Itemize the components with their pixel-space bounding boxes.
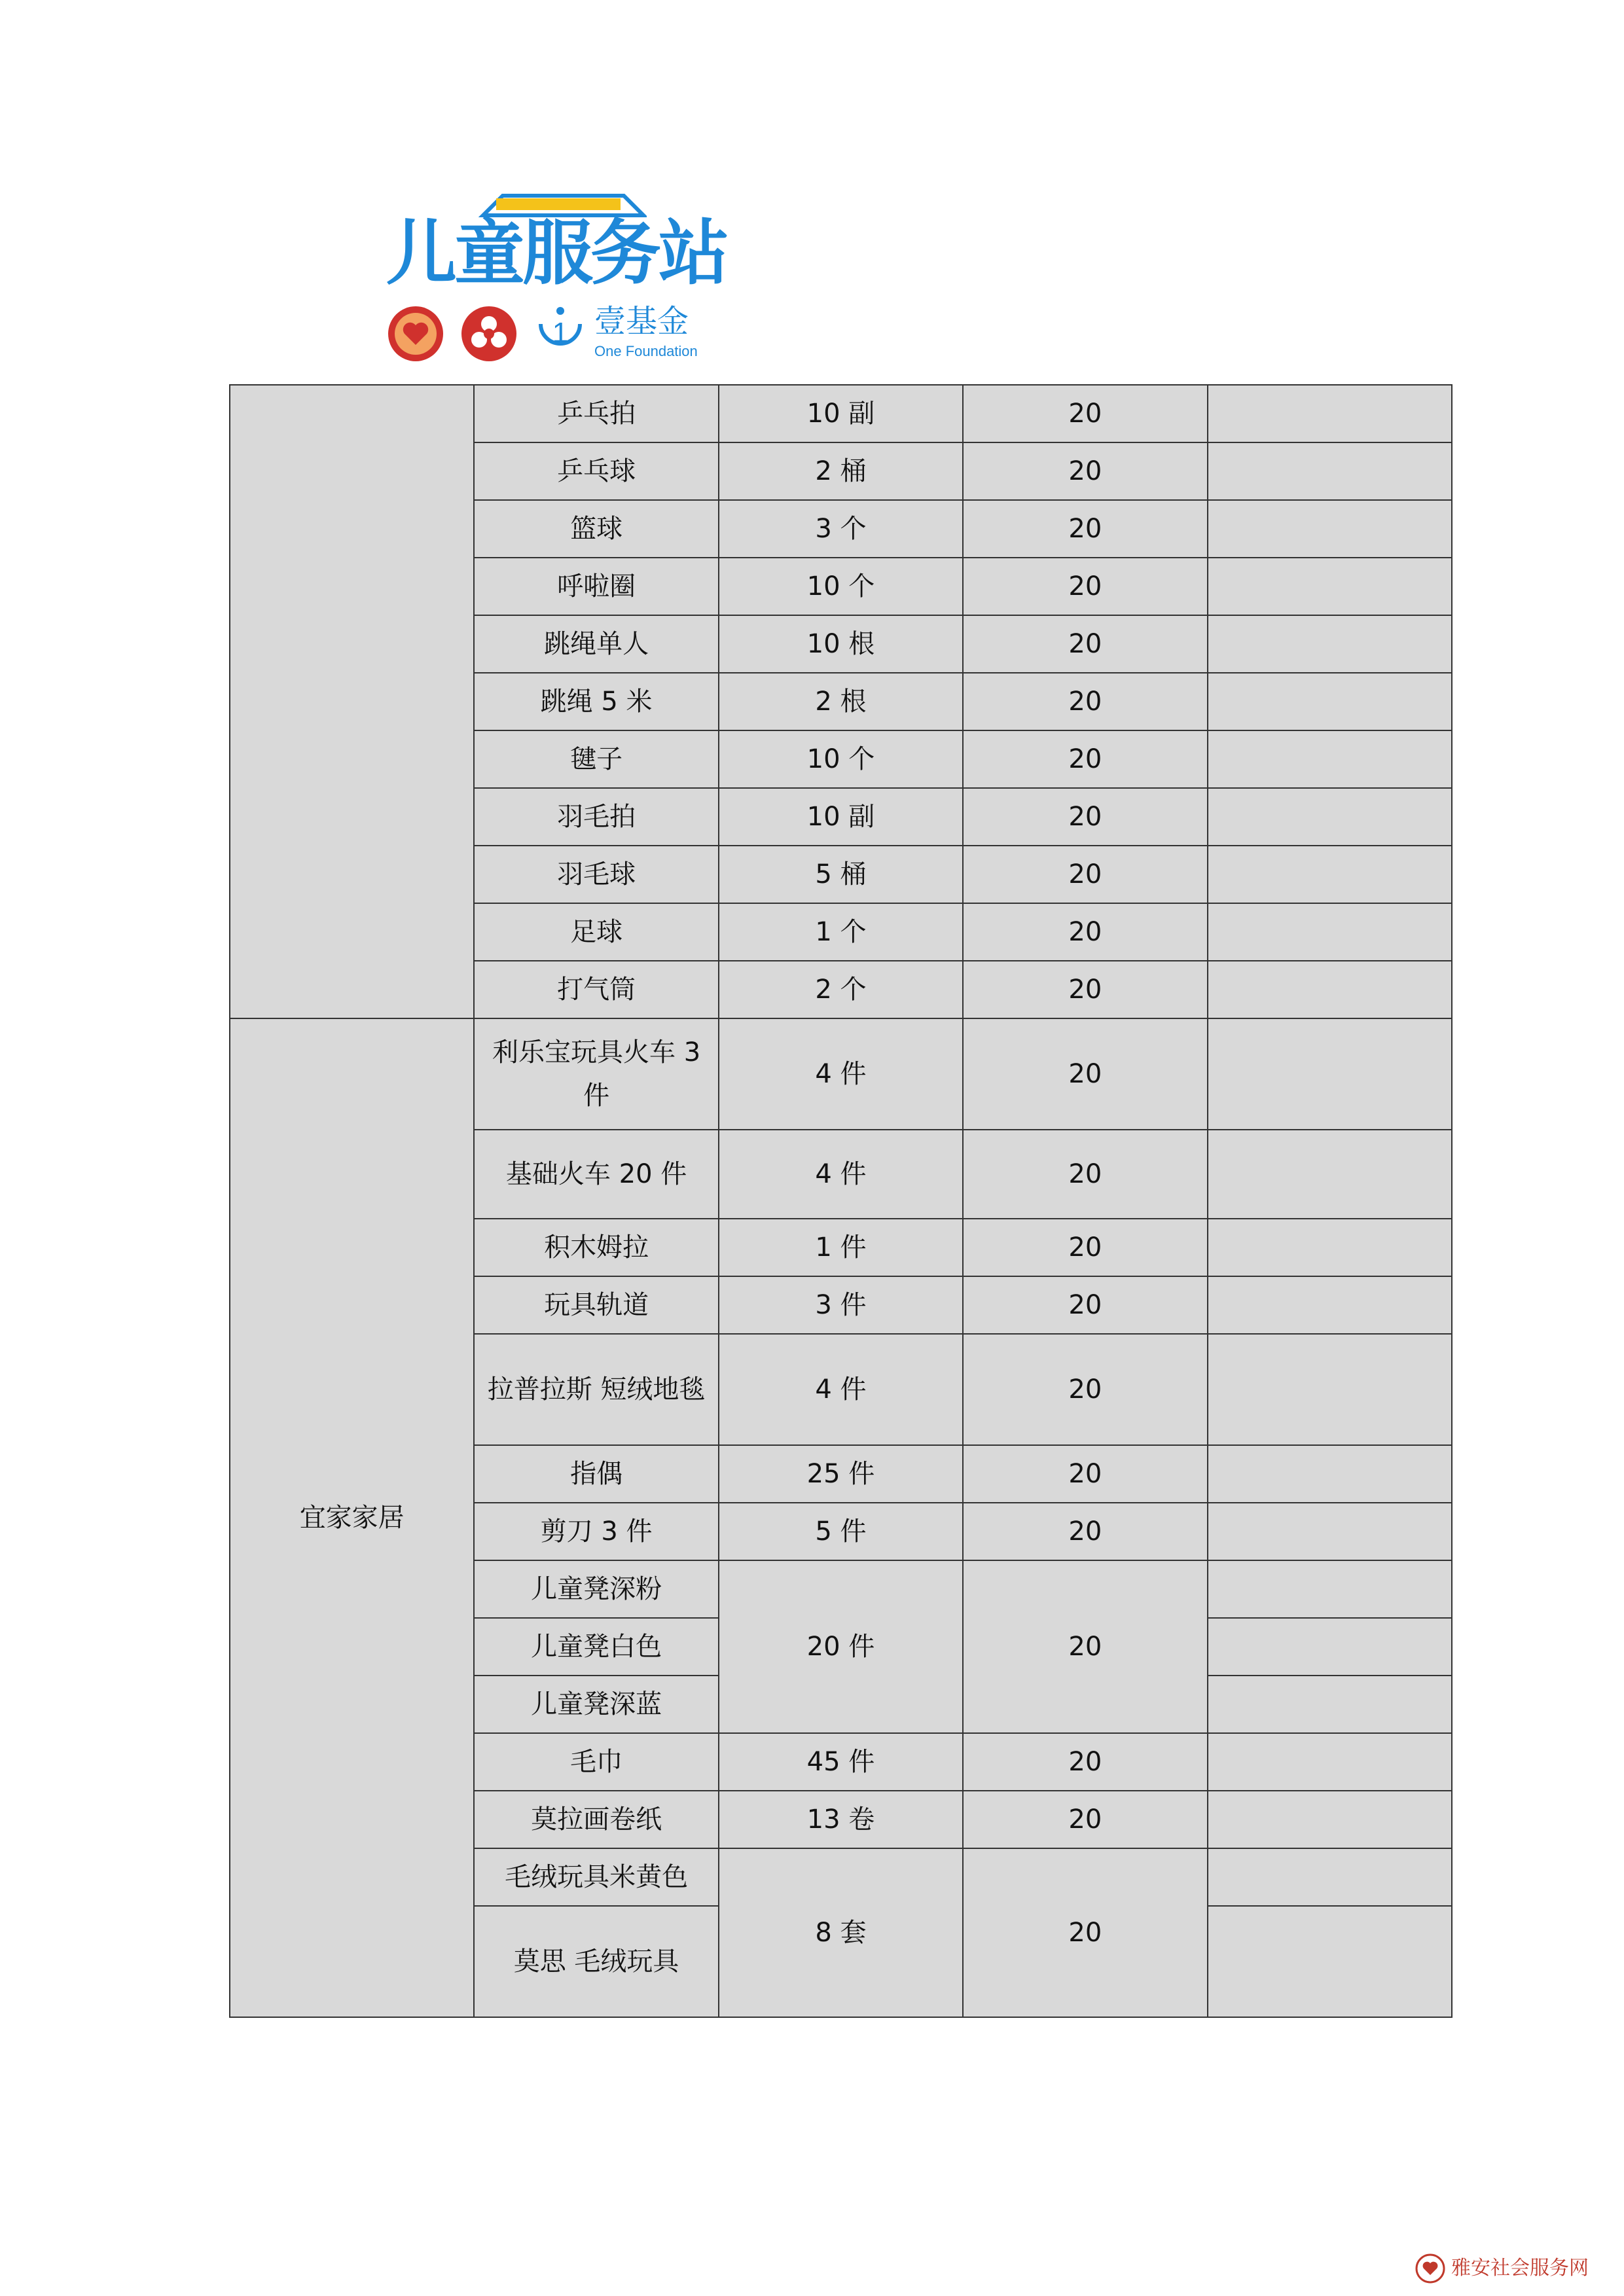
item-cell: 玩具轨道	[474, 1276, 718, 1334]
table-row	[230, 385, 1452, 442]
note-cell	[1208, 442, 1452, 500]
count-cell: 20	[963, 730, 1207, 788]
note-cell	[1208, 1334, 1452, 1445]
item-cell: 羽毛球	[474, 846, 718, 903]
note-cell	[1208, 1791, 1452, 1848]
quantity-cell: 45 件	[719, 1733, 963, 1791]
item-cell: 打气筒	[474, 961, 718, 1018]
quantity-cell: 13 卷	[719, 1791, 963, 1848]
table-row	[230, 1018, 1452, 1130]
item-cell: 毛绒玩具米黄色	[474, 1848, 718, 1906]
federation-emblem-icon	[460, 304, 518, 363]
note-cell	[1208, 500, 1452, 558]
quantity-cell: 2 个	[719, 961, 963, 1018]
brand-name-cn: 壹基金	[594, 303, 689, 340]
count-cell: 20	[963, 1334, 1207, 1445]
count-cell: 20	[963, 1791, 1207, 1848]
note-cell	[1208, 1676, 1452, 1733]
note-cell	[1208, 961, 1452, 1018]
note-cell	[1208, 730, 1452, 788]
item-cell: 毽子	[474, 730, 718, 788]
item-cell: 乒乓球	[474, 442, 718, 500]
item-cell: 利乐宝玩具火车 3 件	[474, 1018, 718, 1130]
logo-title: 儿童服务站	[386, 213, 727, 295]
item-cell: 儿童凳深蓝	[474, 1676, 718, 1733]
note-cell	[1208, 1130, 1452, 1219]
count-cell: 20	[963, 1276, 1207, 1334]
watermark-text: 雅安社会服务网	[1451, 2257, 1589, 2280]
count-cell: 20	[963, 846, 1207, 903]
note-cell	[1208, 903, 1452, 961]
item-cell: 莫拉画卷纸	[474, 1791, 718, 1848]
count-cell: 20	[963, 903, 1207, 961]
item-cell: 跳绳单人	[474, 615, 718, 673]
note-cell	[1208, 1848, 1452, 1906]
count-cell: 20	[963, 1733, 1207, 1791]
quantity-cell: 3 个	[719, 500, 963, 558]
item-cell: 基础火车 20 件	[474, 1130, 718, 1219]
item-cell: 呼啦圈	[474, 558, 718, 615]
note-cell	[1208, 1445, 1452, 1503]
one-foundation-icon	[534, 304, 586, 363]
quantity-cell: 25 件	[719, 1445, 963, 1503]
count-cell: 20	[963, 1018, 1207, 1130]
item-cell: 拉普拉斯 短绒地毯	[474, 1334, 718, 1445]
count-cell: 20	[963, 1445, 1207, 1503]
quantity-cell: 1 个	[719, 903, 963, 961]
note-cell	[1208, 788, 1452, 846]
note-cell	[1208, 1018, 1452, 1130]
note-cell	[1208, 1503, 1452, 1560]
note-cell	[1208, 1906, 1452, 2017]
quantity-cell: 8 套	[719, 1848, 963, 2017]
note-cell	[1208, 1618, 1452, 1676]
count-cell: 20	[963, 442, 1207, 500]
quantity-cell: 10 根	[719, 615, 963, 673]
heart-logo-icon	[1415, 2253, 1446, 2284]
quantity-cell: 10 副	[719, 788, 963, 846]
count-cell: 20	[963, 1130, 1207, 1219]
count-cell: 20	[963, 1560, 1207, 1733]
item-cell: 乒乓拍	[474, 385, 718, 442]
quantity-cell: 20 件	[719, 1560, 963, 1733]
item-cell: 毛巾	[474, 1733, 718, 1791]
quantity-cell: 10 副	[719, 385, 963, 442]
quantity-cell: 4 件	[719, 1130, 963, 1219]
category-cell: 宜家家居	[230, 1018, 474, 2017]
count-cell: 20	[963, 961, 1207, 1018]
brand-name-en: One Foundation	[594, 343, 698, 359]
heart-seal-icon	[386, 304, 445, 363]
count-cell: 20	[963, 615, 1207, 673]
note-cell	[1208, 1276, 1452, 1334]
count-cell: 20	[963, 1848, 1207, 2017]
item-cell: 儿童凳白色	[474, 1618, 718, 1676]
item-cell: 羽毛拍	[474, 788, 718, 846]
quantity-cell: 2 桶	[719, 442, 963, 500]
count-cell: 20	[963, 558, 1207, 615]
svg-text:1: 1	[552, 317, 569, 349]
quantity-cell: 10 个	[719, 558, 963, 615]
quantity-cell: 4 件	[719, 1018, 963, 1130]
note-cell	[1208, 1560, 1452, 1618]
quantity-cell: 2 根	[719, 673, 963, 730]
quantity-cell: 5 桶	[719, 846, 963, 903]
count-cell: 20	[963, 1503, 1207, 1560]
item-cell: 剪刀 3 件	[474, 1503, 718, 1560]
note-cell	[1208, 673, 1452, 730]
quantity-cell: 1 件	[719, 1219, 963, 1276]
category-cell	[230, 385, 474, 1018]
watermark	[1415, 2249, 1611, 2288]
item-cell: 指偶	[474, 1445, 718, 1503]
note-cell	[1208, 1733, 1452, 1791]
count-cell: 20	[963, 500, 1207, 558]
quantity-cell: 5 件	[719, 1503, 963, 1560]
item-cell: 跳绳 5 米	[474, 673, 718, 730]
item-cell: 儿童凳深粉	[474, 1560, 718, 1618]
quantity-cell: 3 件	[719, 1276, 963, 1334]
note-cell	[1208, 615, 1452, 673]
note-cell	[1208, 558, 1452, 615]
note-cell	[1208, 1219, 1452, 1276]
item-cell: 积木姆拉	[474, 1219, 718, 1276]
logo	[386, 193, 727, 367]
count-cell: 20	[963, 1219, 1207, 1276]
quantity-cell: 4 件	[719, 1334, 963, 1445]
item-cell: 篮球	[474, 500, 718, 558]
inventory-table	[229, 384, 1453, 2018]
count-cell: 20	[963, 788, 1207, 846]
count-cell: 20	[963, 385, 1207, 442]
item-cell: 莫思 毛绒玩具	[474, 1906, 718, 2017]
count-cell: 20	[963, 673, 1207, 730]
note-cell	[1208, 385, 1452, 442]
item-cell: 足球	[474, 903, 718, 961]
note-cell	[1208, 846, 1452, 903]
quantity-cell: 10 个	[719, 730, 963, 788]
